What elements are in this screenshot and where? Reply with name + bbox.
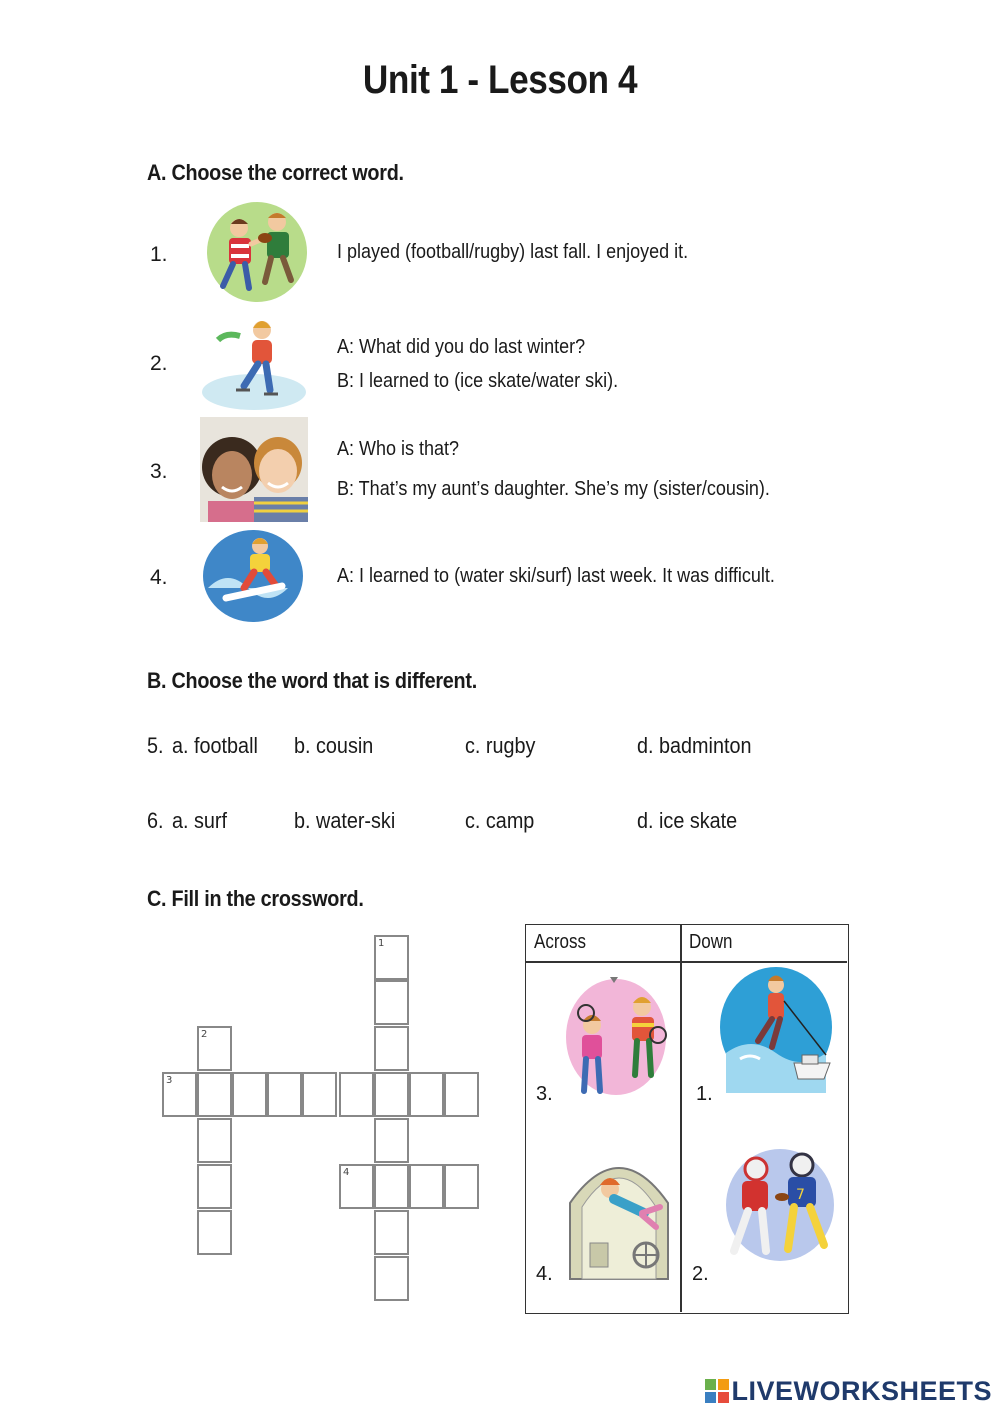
- item-1-line-1: I played (football/rugby) last fall. I enjoyed it.: [337, 241, 689, 263]
- badminton-picture: [562, 963, 674, 1105]
- across-clue-number: 3.: [536, 1083, 553, 1105]
- crossword-input[interactable]: [199, 1166, 230, 1207]
- section-a-heading: A. Choose the correct word.: [147, 160, 404, 185]
- q5-option-c[interactable]: c. rugby: [465, 733, 536, 758]
- crossword-cell[interactable]: [409, 1164, 444, 1209]
- crossword-input[interactable]: [411, 1166, 442, 1207]
- crossword-input[interactable]: [199, 1074, 230, 1115]
- q6-option-a[interactable]: a. surf: [172, 808, 228, 833]
- crossword-input[interactable]: [234, 1074, 265, 1115]
- svg-text:7: 7: [796, 1187, 805, 1203]
- crossword-input[interactable]: [304, 1074, 335, 1115]
- crossword-cell[interactable]: [197, 1164, 232, 1209]
- question-6-number: 6.: [147, 808, 164, 833]
- section-b-heading: B. Choose the word that is different.: [147, 668, 477, 693]
- logo-text: LIVEWORKSHEETS: [731, 1376, 992, 1406]
- page-title: Unit 1 - Lesson 4: [362, 58, 638, 102]
- across-header: Across: [534, 931, 586, 953]
- space-station-picture: [564, 1143, 674, 1283]
- section-c-heading: C. Fill in the crossword.: [147, 886, 364, 911]
- crossword-cell[interactable]: [374, 1164, 409, 1209]
- crossword-cell[interactable]: [162, 1072, 197, 1117]
- crossword-input[interactable]: [446, 1074, 477, 1115]
- item-2-line-2: B: I learned to (ice skate/water ski).: [337, 370, 619, 392]
- q6-option-b[interactable]: b. water-ski: [294, 808, 396, 833]
- crossword-cell[interactable]: [374, 1256, 409, 1301]
- crossword-input[interactable]: [199, 1212, 230, 1253]
- q6-option-d[interactable]: d. ice skate: [637, 808, 738, 833]
- crossword-cell[interactable]: [232, 1072, 267, 1117]
- crossword-input[interactable]: [341, 1074, 372, 1115]
- item-number: 1.: [150, 243, 168, 266]
- water-skiing-picture: [716, 963, 834, 1103]
- crossword-input[interactable]: [376, 1166, 407, 1207]
- crossword-cell[interactable]: [374, 1072, 409, 1117]
- clue-number: 4: [343, 1167, 350, 1178]
- crossword-input[interactable]: [376, 982, 407, 1023]
- down-header: Down: [689, 931, 733, 953]
- rugby-picture: [205, 200, 310, 305]
- down-clue-number: 1.: [696, 1083, 713, 1105]
- down-clue-number: 2.: [692, 1263, 709, 1285]
- crossword-input[interactable]: [376, 1120, 407, 1161]
- crossword-input[interactable]: [376, 1028, 407, 1069]
- crossword-input[interactable]: [376, 1258, 407, 1299]
- crossword-cell[interactable]: [339, 1164, 374, 1209]
- question-5-number: 5.: [147, 733, 164, 758]
- crossword-cell[interactable]: [374, 980, 409, 1025]
- children-photo: [200, 417, 308, 522]
- clue-number: 3: [166, 1075, 173, 1086]
- crossword-cell[interactable]: [409, 1072, 444, 1117]
- item-2-line-1: A: What did you do last winter?: [337, 336, 586, 358]
- crossword-input[interactable]: [376, 1074, 407, 1115]
- clue-number: 2: [201, 1029, 208, 1040]
- crossword-cell[interactable]: [444, 1164, 479, 1209]
- crossword-cell[interactable]: [374, 1118, 409, 1163]
- crossword-cell[interactable]: [197, 1118, 232, 1163]
- surfing-picture: [202, 528, 304, 624]
- liveworksheets-logo: [705, 1376, 992, 1407]
- crossword-cell[interactable]: [302, 1072, 337, 1117]
- q5-option-b[interactable]: b. cousin: [294, 733, 374, 758]
- logo-icon: [705, 1379, 729, 1403]
- item-number: 4.: [150, 566, 168, 589]
- clue-table-divider: [680, 925, 682, 1312]
- crossword-input[interactable]: [376, 1212, 407, 1253]
- crossword-cell[interactable]: [197, 1026, 232, 1071]
- item-3-line-1: A: Who is that?: [337, 438, 460, 460]
- crossword-cell[interactable]: [444, 1072, 479, 1117]
- crossword-cell[interactable]: [267, 1072, 302, 1117]
- q5-option-a[interactable]: a. football: [172, 733, 258, 758]
- item-number: 2.: [150, 352, 168, 375]
- crossword-input[interactable]: [446, 1166, 477, 1207]
- crossword-cell[interactable]: [197, 1072, 232, 1117]
- crossword-cell[interactable]: [374, 1026, 409, 1071]
- crossword-cell[interactable]: [374, 1210, 409, 1255]
- clue-number: 1: [378, 938, 385, 949]
- crossword-input[interactable]: [411, 1074, 442, 1115]
- clue-table: [525, 924, 849, 1314]
- across-clue-number: 4.: [536, 1263, 553, 1285]
- item-4-line-1: A: I learned to (water ski/surf) last week. It was difficult.: [337, 565, 775, 587]
- crossword-input[interactable]: [269, 1074, 300, 1115]
- crossword-cell[interactable]: [374, 935, 409, 980]
- item-number: 3.: [150, 460, 168, 483]
- item-3-line-2: B: That’s my aunt’s daughter. She’s my (sister/cousin).: [337, 478, 770, 500]
- crossword-cell[interactable]: [339, 1072, 374, 1117]
- crossword-input[interactable]: [199, 1120, 230, 1161]
- q6-option-c[interactable]: c. camp: [465, 808, 535, 833]
- football-players-picture: [716, 1143, 838, 1283]
- crossword-cell[interactable]: [197, 1210, 232, 1255]
- ice-skating-picture: [200, 312, 308, 412]
- q5-option-d[interactable]: d. badminton: [637, 733, 752, 758]
